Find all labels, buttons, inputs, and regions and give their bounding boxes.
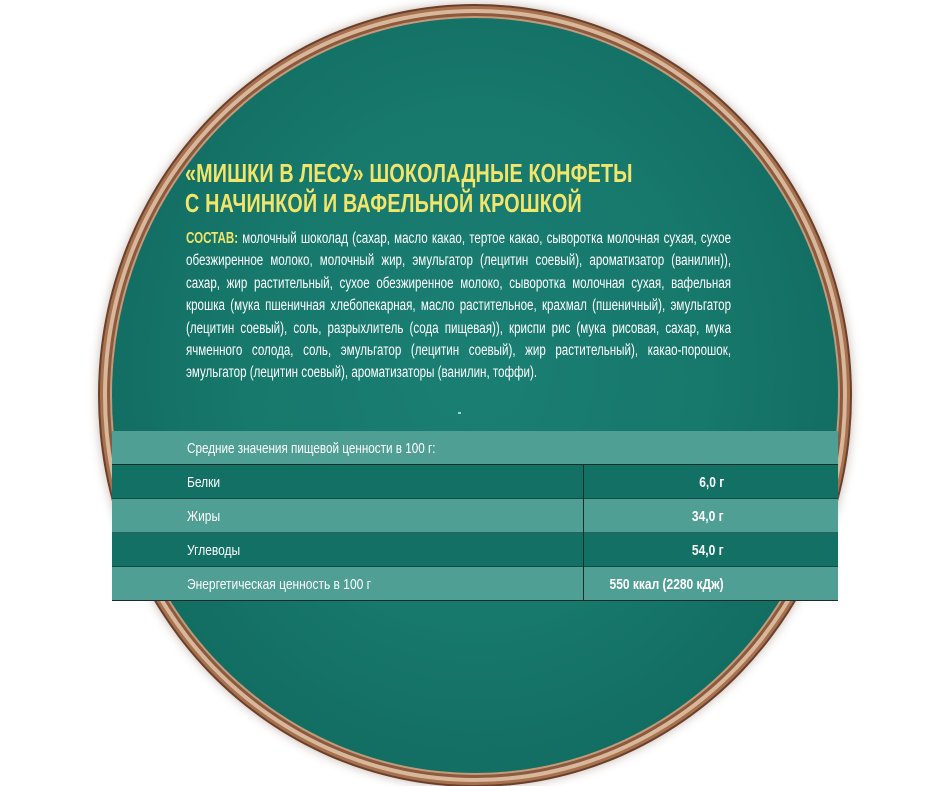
nutrition-row-name: Белки xyxy=(187,474,221,491)
nutrition-row-fat xyxy=(112,499,838,533)
nutrition-row-energy xyxy=(112,567,838,601)
product-title xyxy=(185,158,633,218)
nutrition-row-protein xyxy=(112,465,838,499)
composition-label: СОСТАВ: xyxy=(186,230,239,247)
nutrition-row-value: 54,0 г xyxy=(692,542,724,559)
nutrition-row-name: Энергетическая ценность в 100 г xyxy=(187,576,371,593)
nutrition-row-value: 6,0 г xyxy=(698,474,724,491)
nutrition-row-value: 550 ккал (2280 кДж) xyxy=(609,576,724,593)
product-title-line-2: С НАЧИНКОЙ И ВАФЕЛЬНОЙ КРОШКОЙ xyxy=(185,188,582,218)
nutrition-header: Средние значения пищевой ценности в 100 г: xyxy=(187,440,436,457)
nutrition-row-name: Углеводы xyxy=(187,542,241,559)
nutrition-row-name: Жиры xyxy=(187,508,221,525)
composition-body: молочный шоколад (сахар, масло какао, тертое какао, сыворотка молочная сухая, сухое обезжиренное молоко, молочный жир, эмульгатор (лецитин соевый), ароматизатор (ванилин)), сахар, жир растительный, сухое обезжиренное молоко, сыворотка молочная сухая, вафельная крошка (мука пшеничная хлебопекарная, масло растительное, крахмал (пшеничный), эмульгатор (лецитин соевый), соль, разрыхлитель (сода пищевая)), криспи рис (мука рисовая, сахар, мука ячменного солода, соль, эмульгатор (лецитин соевый), жир растительный), какао-порошок, эмульгатор (лецитин соевый), ароматизаторы (ванилин, тоффи). xyxy=(186,230,732,382)
table-column-divider xyxy=(583,464,584,601)
nutrition-row-value: 34,0 г xyxy=(692,508,724,525)
table-bottom-rule xyxy=(112,600,838,601)
nutrition-row-carbs xyxy=(112,533,838,567)
composition-text xyxy=(186,228,731,385)
print-mark xyxy=(458,412,461,414)
product-title-line-1: «МИШКИ В ЛЕСУ» ШОКОЛАДНЫЕ КОНФЕТЫ xyxy=(185,158,633,188)
round-label xyxy=(112,18,838,773)
